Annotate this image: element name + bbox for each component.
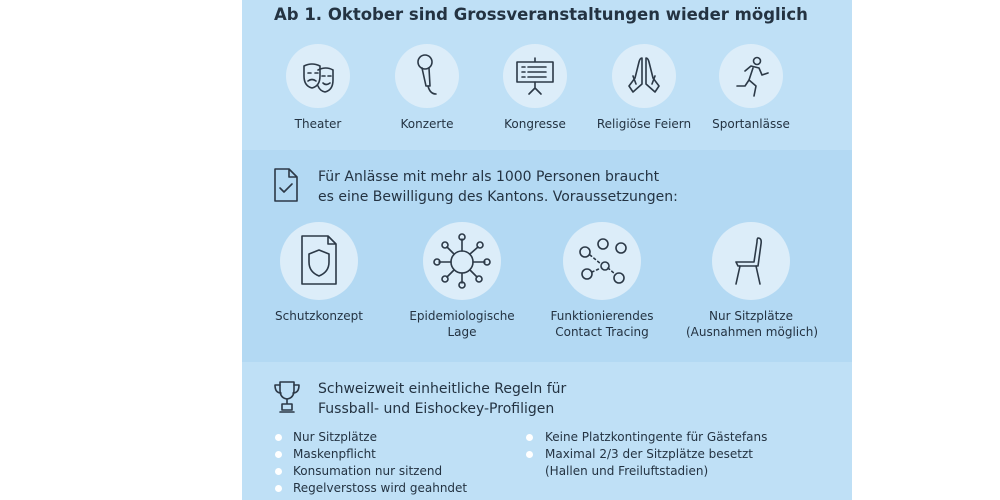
sports-text-line-1: Schweizweit einheitliche Regeln für xyxy=(318,381,567,397)
presentation-board-icon xyxy=(503,44,567,108)
infographic-panel xyxy=(242,0,852,500)
virus-icon xyxy=(423,222,501,300)
requirement-label: Funktionierendes xyxy=(550,309,654,323)
rule-item: Keine Platzkontingente für Gästefans xyxy=(545,430,768,444)
events-section xyxy=(242,0,852,150)
event-label: Theater xyxy=(294,117,342,131)
rule-item: (Hallen und Freiluftstadien) xyxy=(545,464,709,478)
running-person-icon xyxy=(719,44,783,108)
chair-icon xyxy=(712,222,790,300)
bullet-dot xyxy=(275,485,282,492)
document-check-icon xyxy=(272,166,300,204)
requirement-label: Contact Tracing xyxy=(555,325,649,339)
event-label: Konzerte xyxy=(400,117,454,131)
bullet-dot xyxy=(275,434,282,441)
permit-text-line-1: Für Anlässe mit mehr als 1000 Personen braucht xyxy=(318,169,660,185)
theater-masks-icon xyxy=(286,44,350,108)
bullet-dot xyxy=(526,434,533,441)
rule-item: Regelverstoss wird geahndet xyxy=(293,481,468,495)
event-label: Religiöse Feiern xyxy=(596,117,692,131)
requirement-label: Nur Sitzplätze xyxy=(709,309,793,323)
rule-item: Konsumation nur sitzend xyxy=(293,464,443,478)
permit-text-line-2: es eine Bewilligung des Kantons. Voraussetzungen: xyxy=(318,189,678,205)
rule-item: Maximal 2/3 der Sitzplätze besetzt xyxy=(545,447,754,461)
requirement-label: Epidemiologische xyxy=(409,309,515,323)
requirement-label: (Ausnahmen möglich) xyxy=(686,325,819,339)
requirement-label: Lage xyxy=(447,325,477,339)
rule-item: Nur Sitzplätze xyxy=(293,430,377,444)
event-label: Kongresse xyxy=(504,117,566,131)
requirement-label: Schutzkonzept xyxy=(275,309,363,323)
rule-item: Maskenpflicht xyxy=(293,447,376,461)
praying-hands-icon xyxy=(612,44,676,108)
bullet-dot xyxy=(275,468,282,475)
network-nodes-icon xyxy=(563,222,641,300)
bullet-dot xyxy=(275,451,282,458)
sports-text-line-2: Fussball- und Eishockey-Profiligen xyxy=(318,401,555,417)
bullet-dot xyxy=(526,451,533,458)
event-label: Sportanlässe xyxy=(712,117,790,131)
page-title: Ab 1. Oktober sind Grossveranstaltungen wieder möglich xyxy=(274,5,808,24)
permit-section xyxy=(242,150,852,362)
shield-document-icon xyxy=(280,222,358,300)
sports-section xyxy=(242,362,852,500)
trophy-icon xyxy=(272,378,302,416)
microphone-icon xyxy=(395,44,459,108)
